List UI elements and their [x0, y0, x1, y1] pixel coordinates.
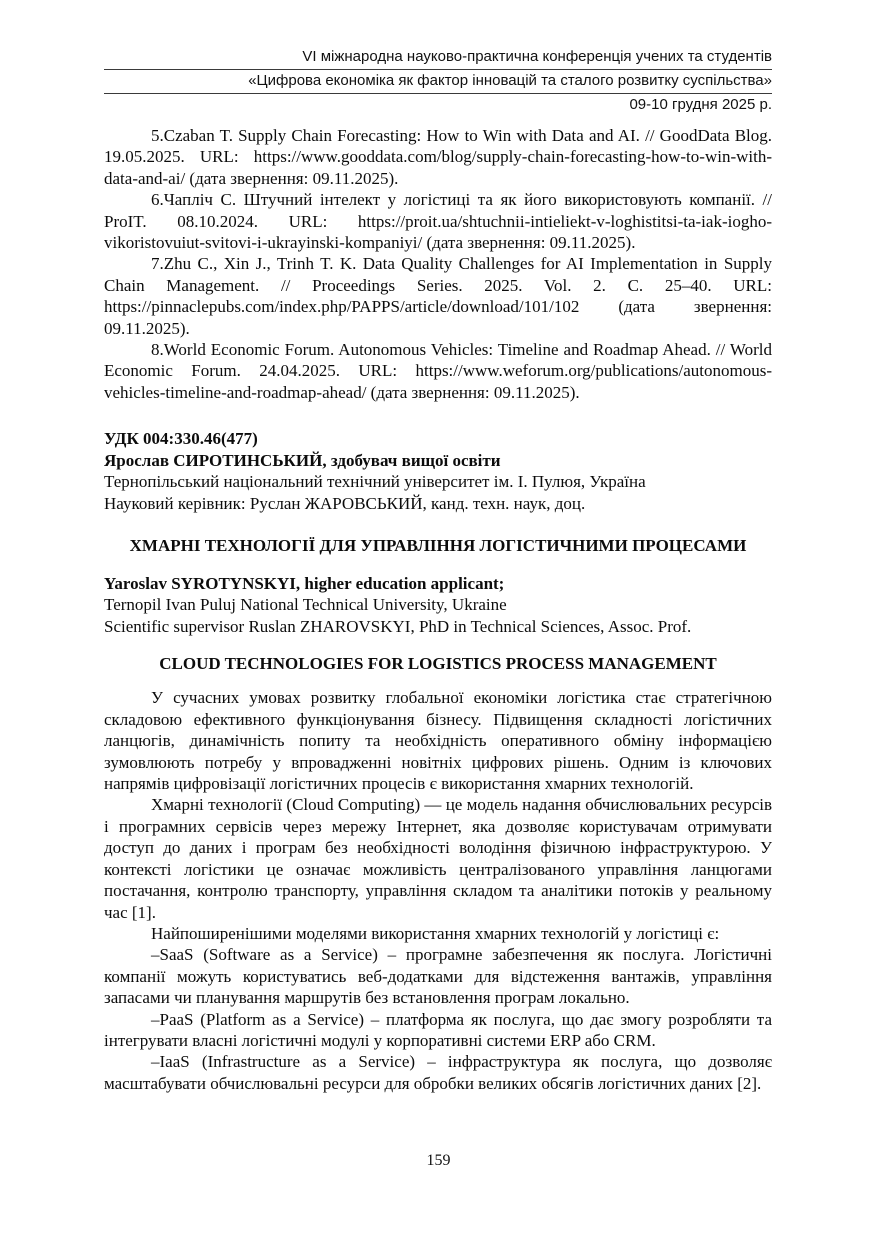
conference-theme: «Цифрова економіка як фактор інновацій та сталого розвитку суспільства» — [248, 72, 772, 89]
conference-title: VI міжнародна науково-практична конференція учених та студентів — [302, 48, 772, 65]
affiliation-uk: Тернопільський національний технічний університет ім. І. Пулюя, Україна — [104, 472, 646, 492]
article-meta-uk — [104, 428, 772, 514]
udc-code: УДК 004:330.46(477) — [104, 429, 258, 449]
list-item-paas: –PaaS (Platform as a Service) – платформа як послуга, що дає змогу розробляти та інтегрувати власні логістичні модулі у корпоративні системи ERP або CRM. — [104, 1009, 772, 1050]
supervisor-uk: Науковий керівник: Руслан ЖАРОВСЬКИЙ, канд. техн. наук, доц. — [104, 494, 586, 514]
reference-list — [104, 125, 772, 403]
article-meta-en — [104, 573, 772, 638]
article-title-en: CLOUD TECHNOLOGIES FOR LOGISTICS PROCESS MANAGEMENT — [159, 654, 717, 674]
author-en: Yaroslav SYROTYNSKYI, higher education applicant; — [104, 573, 505, 593]
author-uk: Ярослав СИРОТИНСЬКИЙ, здобувач вищої освіти — [104, 450, 501, 470]
paragraph: У сучасних умовах розвитку глобальної економіки логістика стає стратегічною складовою ефективного функціонування бізнесу. Підвищення складності логістичних ланцюгів, динамічність попиту та необхідність оперативного обміну інформацією зумовлюють потребу у впровадженні новітніх цифрових рішень. Одним із ключових напрямів цифровізації логістичних процесів є використання хмарних технологій. — [104, 688, 772, 794]
paragraph: Найпоширенішими моделями використання хмарних технологій у логістиці є: — [151, 923, 720, 943]
list-item-iaas: –IaaS (Infrastructure as a Service) – інфраструктура як послуга, що дозволяє масштабувати обчислювальні ресурси для обробки великих обсягів логістичних даних [2]. — [104, 1052, 772, 1093]
reference-item: 7.Zhu C., Xin J., Trinh T. K. Data Quality Challenges for AI Implementation in Supply Chain Management. // Proceedings Series. 2025. Vol. 2. С. 25–40. URL: https://pinnaclepubs.com/index.php/PAPPS/article/download/101/102 (дата звернення: 09.11.2025). — [104, 254, 772, 338]
reference-item: 5.Czaban T. Supply Chain Forecasting: How to Win with Data and AI. // GoodData Blog. 19.05.2025. URL: https://www.gooddata.com/blog/supply-chain-forecasting-how-to-win-with-data-and-ai/ (дата звернення: 09.11.2025). — [104, 126, 772, 188]
reference-item: 8.World Economic Forum. Autonomous Vehicles: Timeline and Roadmap Ahead. // World Economic Forum. 24.04.2025. URL: https://www.weforum.org/publications/autonomous-vehicles-timeline-and-roadmap-ahead/ (дата звернення: 09.11.2025). — [104, 340, 772, 402]
header-theme-line — [104, 70, 772, 94]
page-header — [104, 46, 772, 117]
article-body — [104, 687, 772, 1094]
header-date-line — [104, 94, 772, 117]
paragraph: Хмарні технології (Cloud Computing) — це модель надання обчислювальних ресурсів і програмних сервісів через мережу Інтернет, яка дозволяє користувачам отримувати доступ до даних і програм без необхідності володіння фізичною інфраструктурою. У контексті логістики це означає можливість централізованого управління ланцюгами постачання, контролю транспорту, управління складом та аналітики потоків у реальному час [1]. — [104, 795, 772, 922]
reference-item: 6.Чапліч С. Штучний інтелект у логістиці та як його використовують компанії. // ProIT. 08.10.2024. URL: https://proit.ua/shtuchnii-intieliekt-v-loghistitsi-ta-iak-iogho-vikoristovuiut-svitovi-i-ukrayinski-kompaniyi/ (дата звернення: 09.11.2025). — [104, 190, 772, 253]
article-title-uk: ХМАРНІ ТЕХНОЛОГІЇ ДЛЯ УПРАВЛІННЯ ЛОГІСТИЧНИМИ ПРОЦЕСАМИ — [129, 535, 747, 555]
list-item-saas: –SaaS (Software as a Service) – програмне забезпечення як послуга. Логістичні компанії можуть користуватись веб-додатками для відстеження вантажів, управління запасами чи планування маршрутів без встановлення програм локально. — [104, 945, 772, 1008]
supervisor-en: Scientific supervisor Ruslan ZHAROVSKYI, PhD in Technical Sciences, Assoc. Prof. — [104, 616, 692, 636]
page-number: 159 — [426, 1152, 451, 1169]
header-conference-line — [104, 46, 772, 70]
conference-date: 09-10 грудня 2025 р. — [629, 96, 772, 113]
affiliation-en: Ternopil Ivan Puluj National Technical University, Ukraine — [104, 595, 507, 615]
